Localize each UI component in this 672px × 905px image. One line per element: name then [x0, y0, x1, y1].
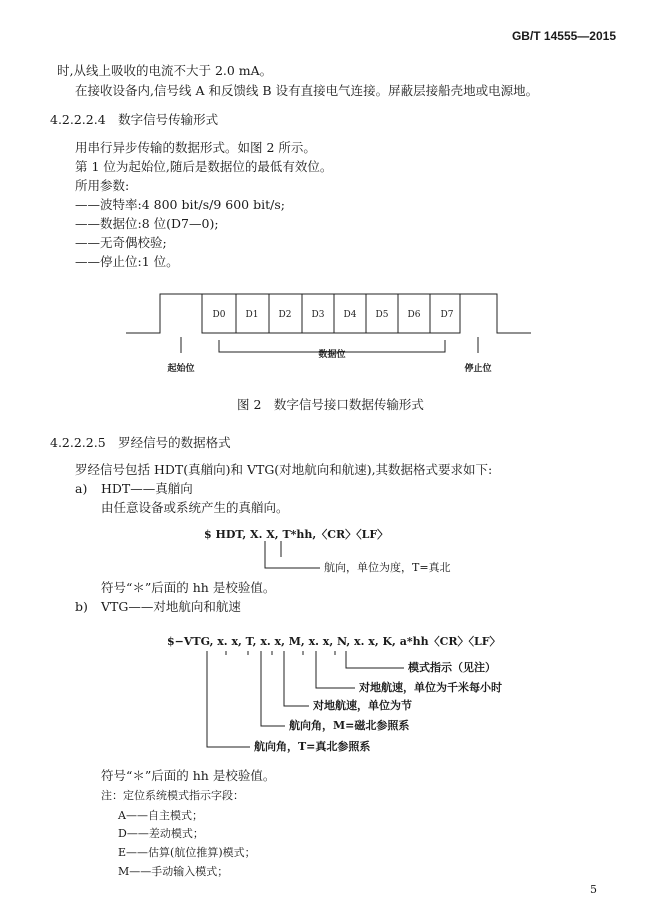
page-number: 5 [590, 883, 597, 896]
hdt-title: HDT——真艏向 [101, 481, 193, 496]
list-marker-a: a) [75, 481, 88, 496]
section-heading-4224: 4.2.2.2.4 数字信号传输形式 [50, 112, 219, 127]
mode-note-item: M——手动输入模式； [118, 865, 229, 878]
section-line: 所用参数: [75, 178, 130, 193]
para-continued-line: 时,从线上吸收的电流不大于 2.0 mA。 [57, 63, 273, 78]
vtg-title: VTG——对地航向和航速 [101, 599, 241, 614]
param-data-bits: ——数据位:8 位(D7—0); [75, 216, 219, 231]
hdt-annotation: 航向，单位为度，T=真北 [324, 561, 451, 574]
label-stop-bit: 停止位 [464, 364, 492, 374]
param-parity: ——无奇偶校验; [75, 235, 167, 250]
vtg-annotation-speed-kmh: 对地航速，单位为千米每小时 [359, 681, 502, 694]
para-line: 在接收设备内,信号线 A 和反馈线 B 设有直接电气连接。屏蔽层接船壳地或电源地。 [75, 83, 539, 98]
vtg-annotation-course-magnetic: 航向角，M=磁北参照系 [289, 719, 410, 732]
section-intro: 罗经信号包括 HDT(真艏向)和 VTG(对地航向和航速),其数据格式要求如下: [75, 462, 493, 477]
param-stop-bits: ——停止位:1 位。 [75, 254, 179, 269]
vtg-annotation-mode: 模式指示（见注） [408, 661, 496, 674]
label-start-bit: 起始位 [167, 364, 195, 374]
section-heading-4225: 4.2.2.2.5 罗经信号的数据格式 [50, 435, 231, 450]
param-baud-rate: ——波特率:4 800 bit/s/9 600 bit/s; [75, 197, 285, 212]
vtg-sentence: $−VTG, x. x, T, x. x, M, x. x, N, x. x, K, a*hh〈CR〉〈LF〉 [167, 635, 501, 648]
section-line: 用串行异步传输的数据形式。如图 2 所示。 [75, 140, 316, 155]
bit-label: D2 [278, 310, 292, 320]
vtg-checksum-note: 符号“＊”后面的 hh 是校验值。 [101, 768, 276, 783]
bit-label: D5 [375, 310, 389, 320]
bit-label: D7 [440, 310, 454, 320]
section-line: 第 1 位为起始位,随后是数据位的最低有效位。 [75, 159, 333, 174]
mode-note-item: A——自主模式； [118, 809, 203, 822]
hdt-description: 由任意设备或系统产生的真艏向。 [101, 500, 289, 515]
vtg-annotation-speed-knots: 对地航速，单位为节 [313, 699, 412, 712]
figure-2-caption: 图 2 数字信号接口数据传输形式 [237, 397, 424, 412]
bit-label: D1 [245, 310, 259, 320]
label-data-bits: 数据位 [318, 350, 346, 360]
bit-label: D4 [343, 310, 357, 320]
mode-note-item: E——估算(航位推算)模式； [118, 846, 256, 859]
mode-note-title: 注：定位系统模式指示字段： [101, 789, 244, 802]
hdt-checksum-note: 符号“＊”后面的 hh 是校验值。 [101, 580, 276, 595]
list-marker-b: b) [75, 599, 88, 614]
bit-label: D6 [407, 310, 421, 320]
mode-note-item: D——差动模式； [118, 827, 204, 840]
bit-label: D0 [212, 310, 226, 320]
vtg-annotation-course-true: 航向角，T=真北参照系 [254, 740, 371, 753]
hdt-sentence: $ HDT, X. X, T*hh,〈CR〉〈LF〉 [204, 528, 389, 541]
bit-label: D3 [311, 310, 325, 320]
standard-id: GB/T 14555—2015 [511, 29, 616, 43]
